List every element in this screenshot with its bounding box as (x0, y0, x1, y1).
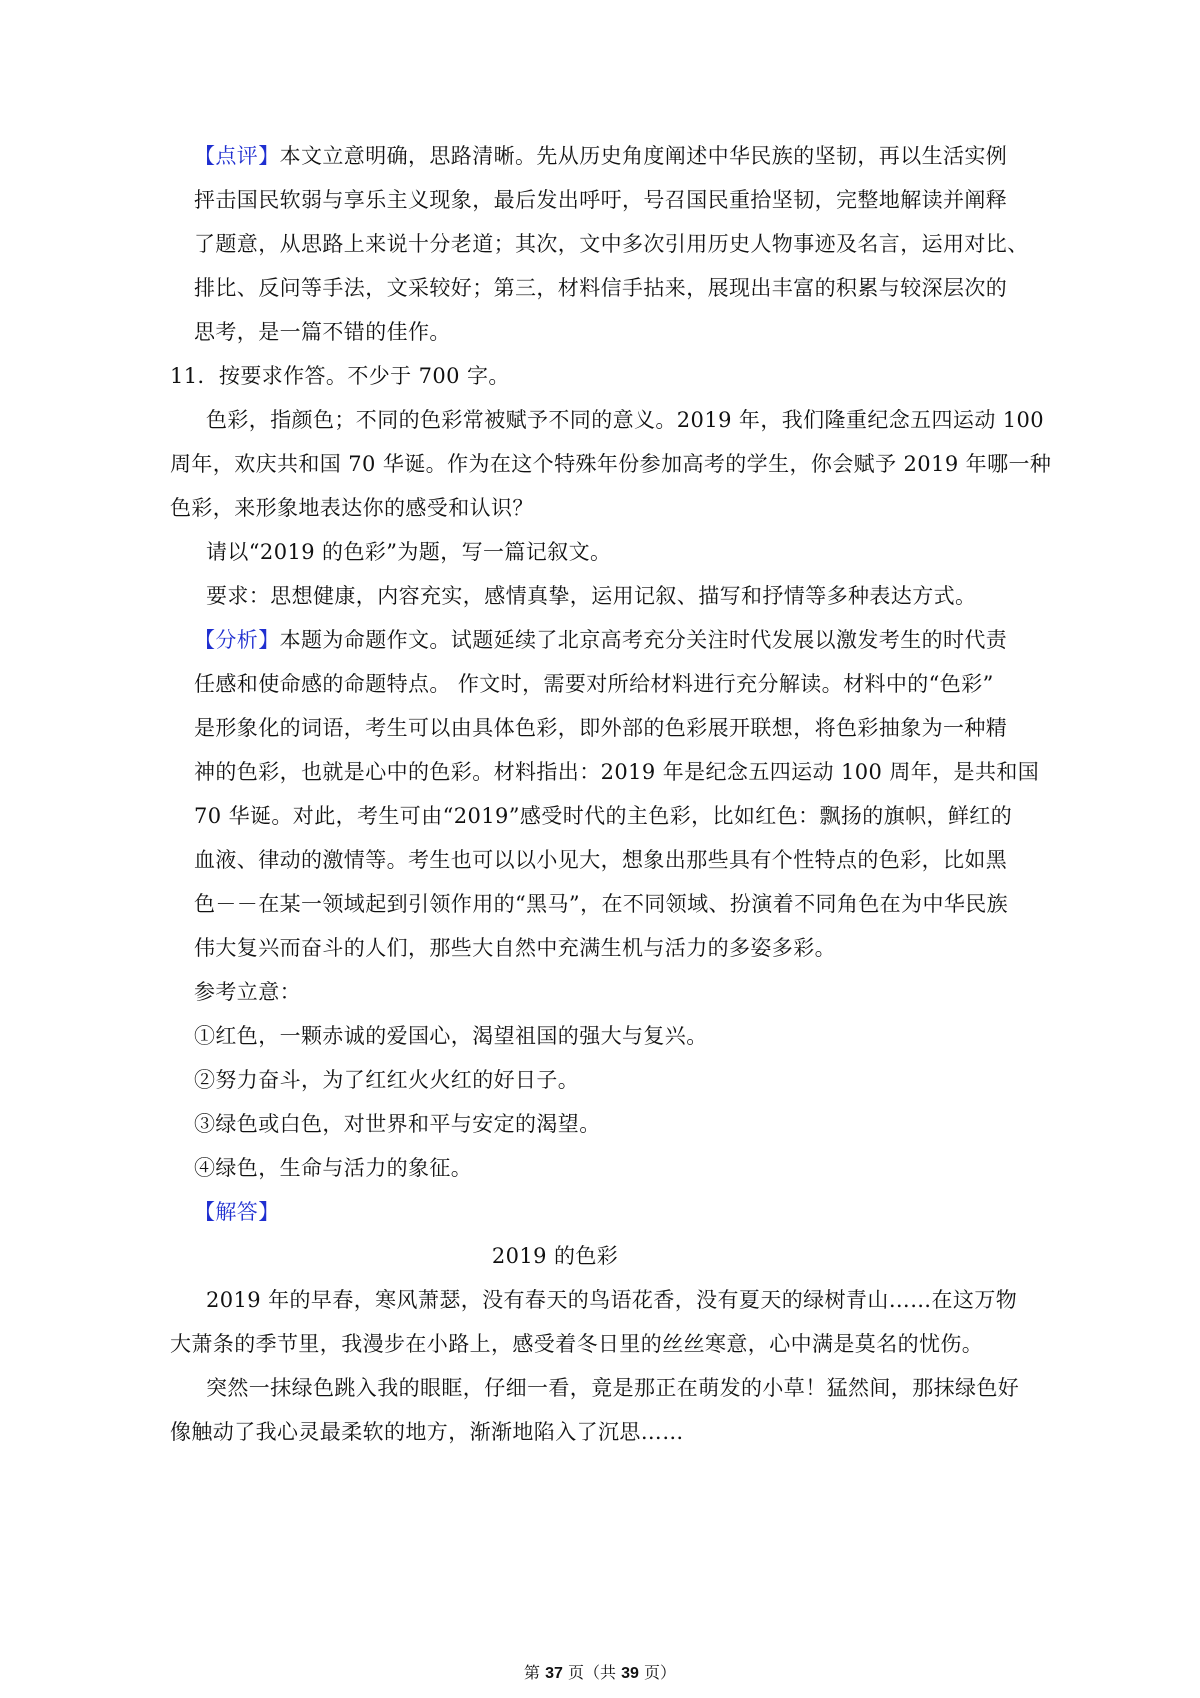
comment-line-4: 排比、反问等手法，文采较好；第三，材料信手拈来，展现出丰富的积累与较深层次的 (194, 276, 1008, 300)
footer-suffix: 页） (638, 1663, 676, 1682)
analysis-line-7: 色－－在某一领域起到引领作用的“黑马”，在不同领域、扮演着不同角色在为中华民族 (194, 892, 1009, 916)
analysis-text: 本题为命题作文。试题延续了北京高考充分关注时代发展以激发考生的时代责 (279, 628, 1008, 652)
footer-page-total: 39 (621, 1665, 639, 1682)
essay-title: 2019 的色彩 (491, 1244, 619, 1268)
answer-tag: 【解答】 (194, 1200, 280, 1224)
reference-item-1: ①红色，一颗赤诚的爱国心，渴望祖国的强大与复兴。 (194, 1024, 708, 1048)
comment-line-2: 抨击国民软弱与享乐主义现象，最后发出呼吁，号召国民重拾坚韧，完整地解读并阐释 (194, 188, 1008, 212)
reference-heading: 参考立意： (194, 980, 301, 1004)
question-prompt-line-1: 色彩，指颜色；不同的色彩常被赋予不同的意义。2019 年，我们隆重纪念五四运动 100 (206, 408, 1045, 432)
essay-line-1: 2019 年的早春，寒风萧瑟，没有春天的鸟语花香，没有夏天的绿树青山……在这万物 (206, 1288, 1018, 1312)
question-prompt-line-2: 周年，欢庆共和国 70 华诞。作为在这个特殊年份参加高考的学生，你会赋予 2019 年哪一种 (170, 452, 1052, 476)
question-prompt-line-3: 色彩，来形象地表达你的感受和认识？ (170, 496, 534, 520)
comment-tag: 【点评】 (194, 144, 280, 168)
comment-text: 本文立意明确，思路清晰。先从历史角度阐述中华民族的坚韧，再以生活实例 (279, 144, 1008, 168)
essay-line-3: 突然一抹绿色跳入我的眼眶，仔细一看，竟是那正在萌发的小草！猛然间，那抹绿色好 (206, 1376, 1020, 1400)
analysis-tag: 【分析】 (194, 628, 280, 652)
question-title-instruction: 请以“2019 的色彩”为题，写一篇记叙文。 (206, 540, 612, 564)
footer-prefix: 第 (524, 1663, 546, 1682)
page-footer (0, 1660, 1200, 1683)
comment-line-3: 了题意，从思路上来说十分老道；其次，文中多次引用历史人物事迹及名言，运用对比、 (194, 232, 1029, 256)
analysis-line-3: 是形象化的词语，考生可以由具体色彩，即外部的色彩展开联想，将色彩抽象为一种精 (194, 716, 1008, 740)
question-number: 11．按要求作答。不少于 700 字。 (170, 364, 510, 388)
analysis-line-4: 神的色彩，也就是心中的色彩。材料指出：2019 年是纪念五四运动 100 周年，是共和国 (194, 760, 1040, 784)
analysis-line-5: 70 华诞。对此，考生可由“2019”感受时代的主色彩，比如红色：飘扬的旗帜，鲜红的 (194, 804, 1013, 828)
analysis-line-8: 伟大复兴而奋斗的人们，那些大自然中充满生机与活力的多姿多彩。 (194, 936, 836, 960)
analysis-line-2: 任感和使命感的命题特点。 作文时，需要对所给材料进行充分解读。材料中的“色彩” (194, 672, 994, 696)
analysis-line-1 (194, 626, 1007, 654)
comment-line-5: 思考，是一篇不错的佳作。 (194, 320, 451, 344)
essay-line-2: 大萧条的季节里，我漫步在小路上，感受着冬日里的丝丝寒意，心中满是莫名的忧伤。 (170, 1332, 984, 1356)
reference-item-2: ②努力奋斗，为了红红火火红的好日子。 (194, 1068, 580, 1092)
question-requirements: 要求：思想健康，内容充实，感情真挚，运用记叙、描写和抒情等多种表达方式。 (206, 584, 977, 608)
reference-item-4: ④绿色，生命与活力的象征。 (194, 1156, 473, 1180)
reference-item-3: ③绿色或白色，对世界和平与安定的渴望。 (194, 1112, 601, 1136)
analysis-line-6: 血液、律动的激情等。考生也可以以小见大，想象出那些具有个性特点的色彩，比如黑 (194, 848, 1008, 872)
comment-line-1 (194, 142, 1007, 170)
footer-middle: 页（共 (562, 1663, 622, 1682)
footer-page-number: 37 (545, 1665, 563, 1682)
essay-line-4: 像触动了我心灵最柔软的地方，渐渐地陷入了沉思…… (170, 1420, 684, 1444)
